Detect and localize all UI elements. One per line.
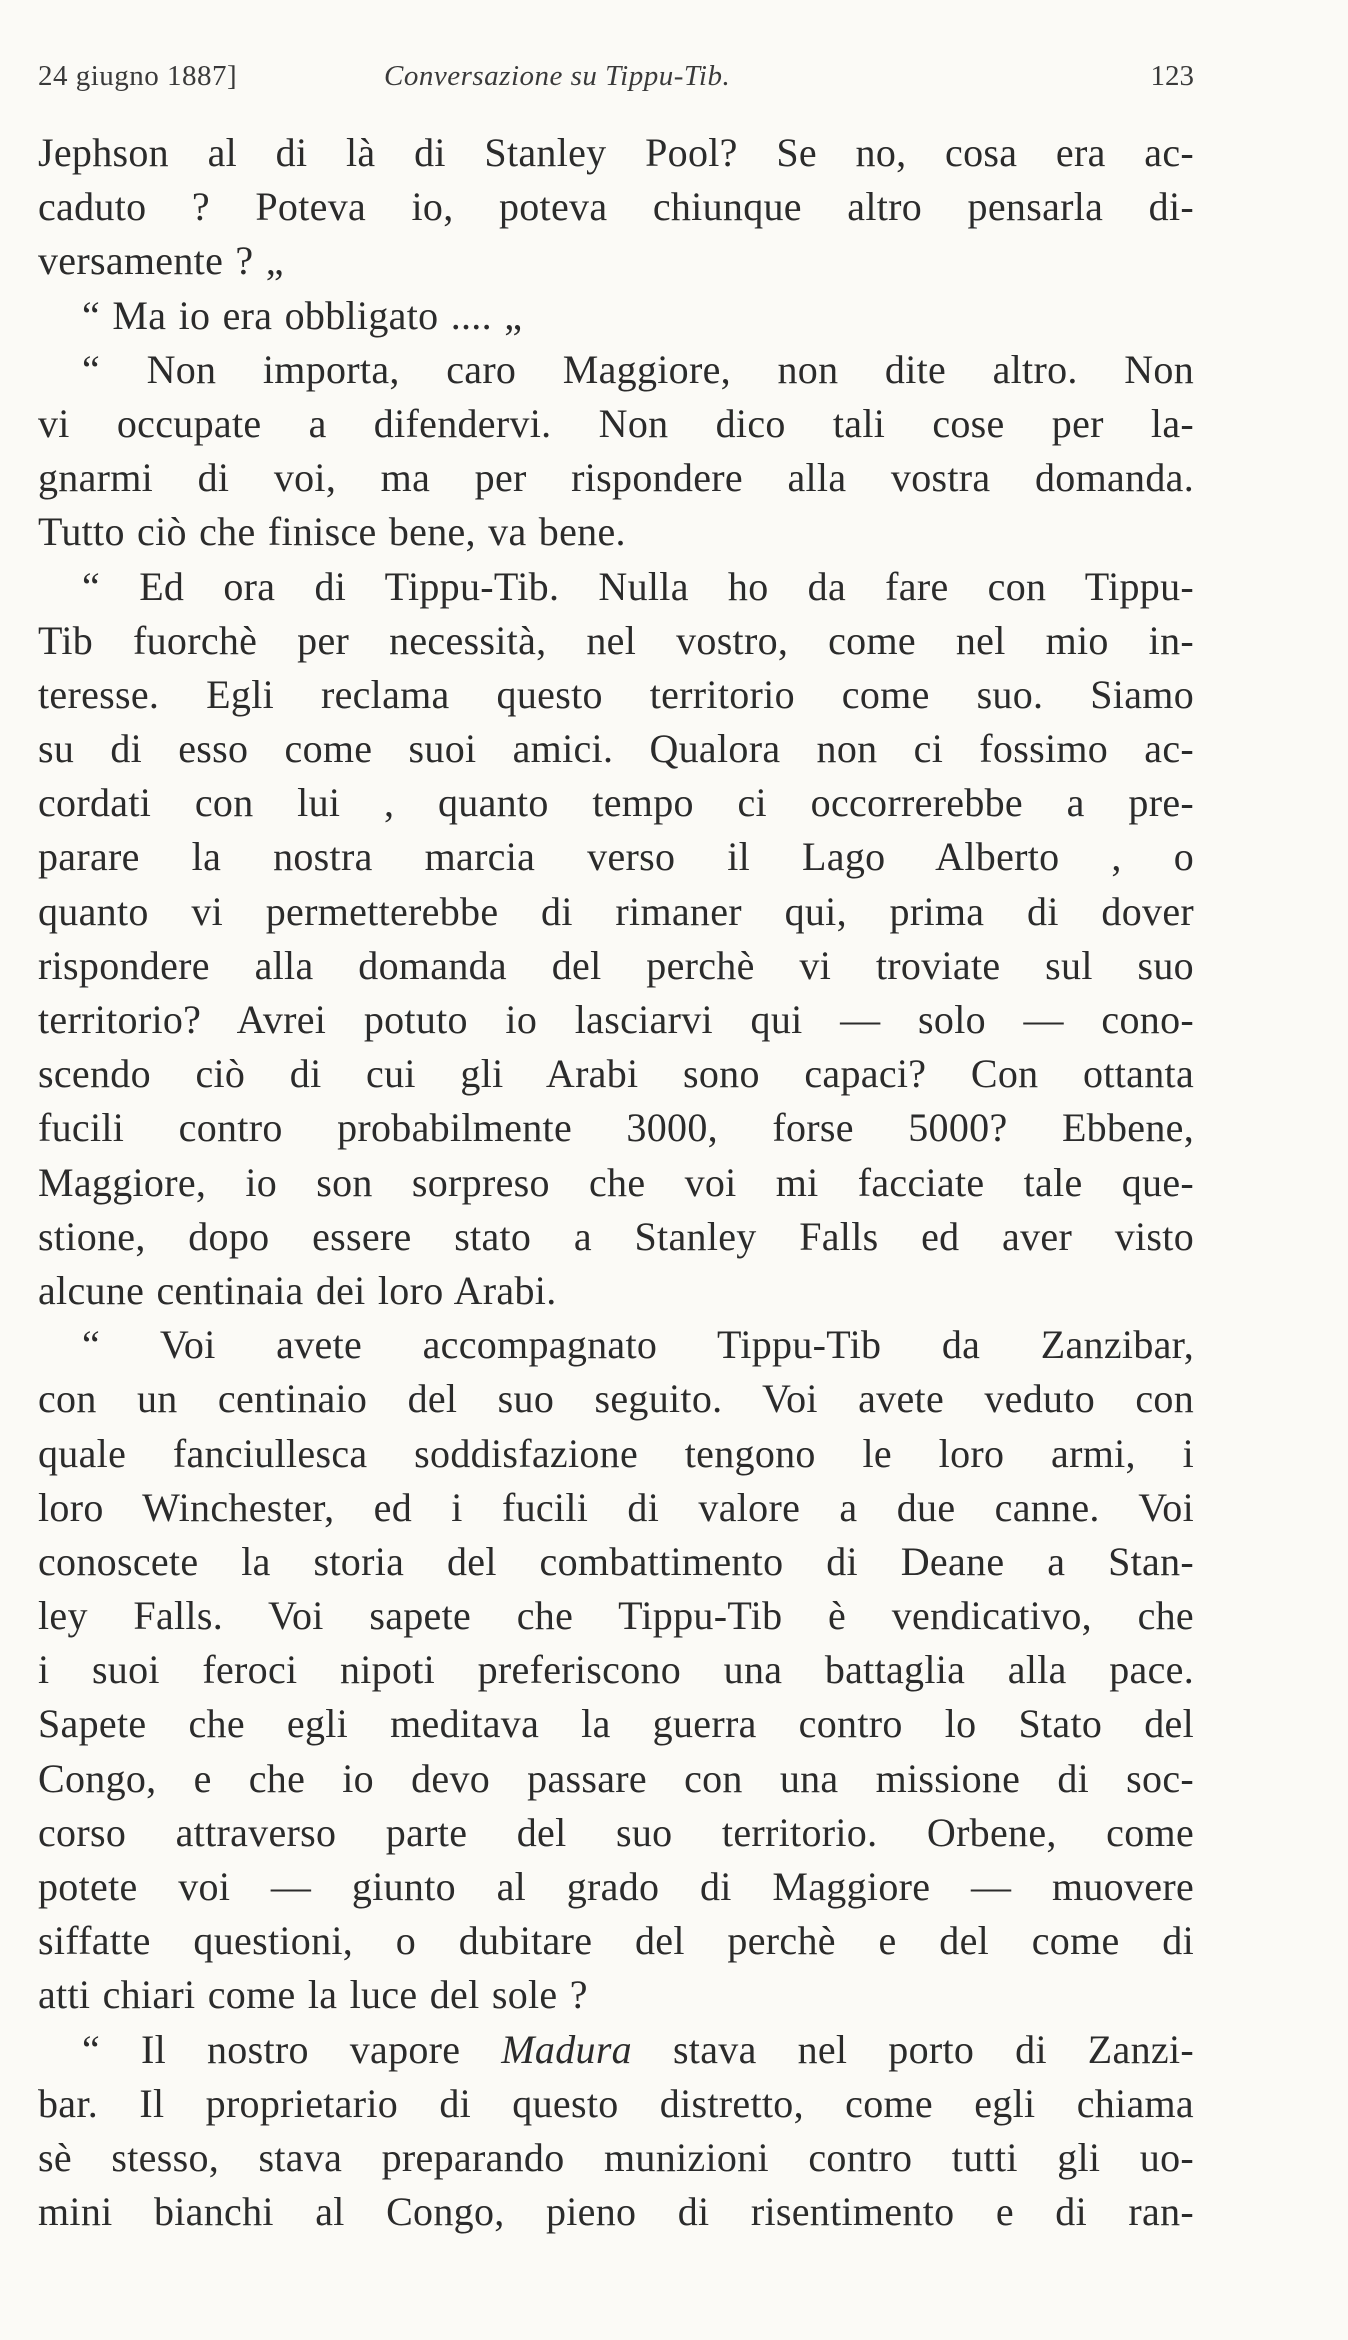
text-line: caduto ? Poteva io, poteva chiunque altro pensarla di-: [38, 184, 1194, 230]
text-line: gnarmi di voi, ma per rispondere alla vostra domanda.: [38, 455, 1194, 501]
text-line: Tib fuorchè per necessità, nel vostro, come nel mio in-: [38, 617, 1194, 663]
text-line: scendo ciò di cui gli Arabi sono capaci? Con ottanta: [38, 1051, 1194, 1097]
running-head: [38, 56, 1194, 96]
text-line: “ Ma io era obbligato .... „: [82, 292, 523, 338]
text-line: Congo, e che io devo passare con una missione di soc-: [38, 1755, 1194, 1801]
text-line: vi occupate a difendervi. Non dico tali cose per la-: [38, 400, 1194, 446]
text-line: con un centinaio del suo seguito. Voi avete veduto con: [38, 1376, 1194, 1422]
body-text: [38, 126, 1194, 2239]
text-line: Sapete che egli meditava la guerra contro lo Stato del: [38, 1701, 1194, 1747]
header-chapter-title: Conversazione su Tippu-Tib.: [384, 60, 731, 92]
text-line: “ Voi avete accompagnato Tippu-Tib da Zanzibar,: [82, 1322, 1194, 1368]
ship-name-italic: Madura: [501, 2026, 632, 2072]
text-line: cordati con lui , quanto tempo ci occorrerebbe a pre-: [38, 780, 1194, 826]
text-line: quale fanciullesca soddisfazione tengono le loro armi, i: [38, 1430, 1194, 1476]
text-line: quanto vi permetterebbe di rimaner qui, prima di dover: [38, 888, 1194, 934]
text-line: sè stesso, stava preparando munizioni contro tutti gli uo-: [38, 2134, 1194, 2180]
text-line: [38, 2023, 1194, 2077]
text-line: i suoi feroci nipoti preferiscono una battaglia alla pace.: [38, 1647, 1194, 1693]
text-line: rispondere alla domanda del perchè vi troviate sul suo: [38, 942, 1194, 988]
text-line: stione, dopo essere stato a Stanley Falls ed aver visto: [38, 1213, 1194, 1259]
text-line: siffatte questioni, o dubitare del perchè e del come di: [38, 1918, 1194, 1964]
text-line: Jephson al di là di Stanley Pool? Se no, cosa era ac-: [38, 130, 1194, 175]
text-line: parare la nostra marcia verso il Lago Alberto , o: [38, 834, 1194, 880]
text-line: Maggiore, io son sorpreso che voi mi facciate tale que-: [38, 1159, 1194, 1205]
text-line: territorio? Avrei potuto io lasciarvi qui — solo — cono-: [38, 997, 1194, 1042]
text-line: ley Falls. Voi sapete che Tippu-Tib è vendicativo, che: [38, 1593, 1194, 1639]
header-date: 24 giugno 1887]: [38, 60, 238, 92]
text-segment: stava nel porto di Zanzi-: [672, 2026, 1194, 2072]
text-line: conoscete la storia del combattimento di Deane a Stan-: [38, 1538, 1194, 1584]
text-line: mini bianchi al Congo, pieno di risentimento e di ran-: [38, 2189, 1194, 2235]
text-line: teresse. Egli reclama questo territorio come suo. Siamo: [38, 671, 1194, 717]
text-line: atti chiari come la luce del sole ?: [38, 1972, 588, 2018]
book-page: [38, 0, 1194, 2340]
text-segment: “ Il nostro vapore: [82, 2026, 461, 2072]
text-line: “ Non importa, caro Maggiore, non dite altro. Non: [82, 346, 1194, 392]
text-line: potete voi — giunto al grado di Maggiore — muovere: [38, 1864, 1194, 1909]
text-line: fucili contro probabilmente 3000, forse 5000? Ebbene,: [38, 1105, 1194, 1151]
text-line: loro Winchester, ed i fucili di valore a due canne. Voi: [38, 1484, 1194, 1530]
text-line: versamente ? „: [38, 238, 284, 284]
text-line: corso attraverso parte del suo territorio. Orbene, come: [38, 1809, 1194, 1855]
text-line: Tutto ciò che finisce bene, va bene.: [38, 509, 626, 555]
page-number: 123: [1150, 60, 1194, 92]
text-line: alcune centinaia dei loro Arabi.: [38, 1267, 557, 1313]
text-line: su di esso come suoi amici. Qualora non ci fossimo ac-: [38, 726, 1194, 772]
text-line: bar. Il proprietario di questo distretto, come egli chiama: [38, 2080, 1194, 2126]
text-line: “ Ed ora di Tippu-Tib. Nulla ho da fare con Tippu-: [82, 563, 1194, 609]
